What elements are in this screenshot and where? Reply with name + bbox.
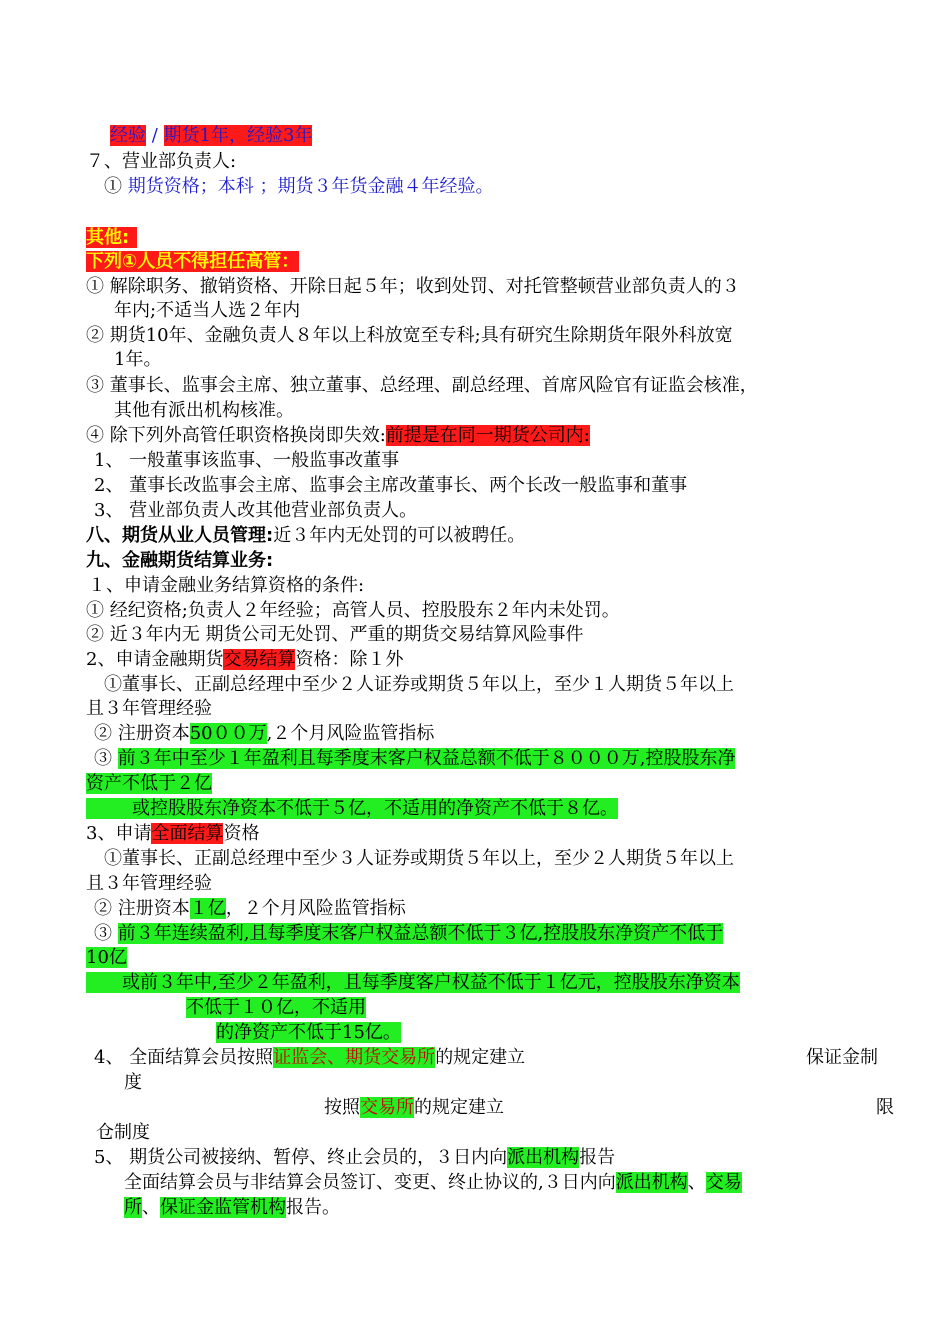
top-line bbox=[110, 124, 312, 148]
subtitle-part-a: 下列①人员不得担任高管 bbox=[86, 251, 282, 272]
cond-5-d: 全面结算会员与非结算会员签订、变更、终止协议的,３日内向 bbox=[124, 1172, 616, 1193]
cond-4-line-4: 仓制度 bbox=[96, 1122, 150, 1143]
other-item-1b: 年内;不适当人选２年内 bbox=[114, 300, 301, 321]
section-7-item bbox=[104, 175, 493, 199]
cond-5-a: 5、 期货公司被接纳、暂停、终止会员的，３日内向 bbox=[94, 1147, 508, 1168]
cond-3-item-3-a: 前３年连续盈利,且每季度末客户权益总额不低于３亿,控股股东净资产不低于 bbox=[117, 923, 724, 944]
cond-5-k: 报告。 bbox=[286, 1197, 340, 1218]
cond-3-item-2-c: ，２个月风险监管指标 bbox=[225, 898, 406, 919]
slash: / bbox=[151, 125, 158, 146]
cond-5-exchange-b: 所 bbox=[124, 1197, 142, 1218]
cond-4-line-1 bbox=[94, 1046, 525, 1070]
cond-2-title-c: 资格：除１外 bbox=[295, 649, 404, 670]
cond-3-item-3-num: ③ bbox=[94, 923, 112, 944]
section-8-text: 近３年内无处罚的可以被聘任。 bbox=[273, 525, 526, 546]
other-subtitle bbox=[86, 250, 299, 274]
cond-2-item-2-a: ② 注册资本 bbox=[94, 723, 190, 744]
section-8 bbox=[86, 524, 525, 548]
cond-3-item-3d bbox=[186, 996, 366, 1020]
cond-3-item-3e bbox=[216, 1021, 401, 1045]
cond-2-item-3-c-wrap bbox=[86, 798, 618, 819]
cond-2-item-3c bbox=[86, 797, 618, 821]
cond-4-margin: 保证金制 bbox=[806, 1047, 878, 1068]
cond-4-line-3 bbox=[324, 1096, 504, 1120]
cond-2-item-3a bbox=[94, 747, 735, 771]
other-item-2b: 1年。 bbox=[114, 349, 162, 370]
cond-2-item-1b: 且３年管理经验 bbox=[86, 698, 212, 719]
subtitle-part-b: ： bbox=[281, 251, 300, 272]
cond-5-exchange-a: 交易 bbox=[705, 1172, 742, 1193]
cond-2-item-3-a: 前３年中至少１年盈利且每季度末客户权益总额不低于８０００万,控股股东净 bbox=[117, 748, 736, 769]
cond-3-item-2 bbox=[94, 897, 406, 921]
cond-2-capital: 50００万 bbox=[189, 723, 267, 744]
item-number: ① bbox=[104, 176, 122, 197]
cond-4-a: 4、 全面结算会员按照 bbox=[94, 1047, 274, 1068]
cond-3-item-1a: ①董事长、正副总经理中至少３人证券或期货５年以上，至少２人期货５年以上 bbox=[104, 848, 734, 869]
cond-4-c: 的规定建立 bbox=[435, 1047, 526, 1068]
cond-3-title-highlight: 全面结算 bbox=[151, 823, 224, 844]
cond-5-line-1 bbox=[94, 1146, 615, 1170]
other-sub-1: 1、 一般董事该监事、一般监事改董事 bbox=[94, 450, 400, 471]
item-4-premise: 前提是在同一期货公司内: bbox=[385, 425, 590, 446]
cond-3-title-a: 3、申请 bbox=[86, 823, 152, 844]
cond-3-title bbox=[86, 822, 259, 846]
cond-5-agency-2: 派出机构 bbox=[615, 1172, 688, 1193]
cond-5-line-2 bbox=[124, 1171, 742, 1195]
item-4-text: ④ 除下列外高管任职资格换岗即失效: bbox=[86, 425, 386, 446]
cond-4-f: 按照 bbox=[324, 1097, 360, 1118]
other-sub-3: 3、 营业部负责人改其他营业部负责人。 bbox=[94, 500, 418, 521]
item-text: 期货资格；本科 ；期货３年货金融４年经验。 bbox=[127, 176, 494, 197]
cond-3-capital: １亿 bbox=[189, 898, 226, 919]
cond-5-line-3 bbox=[124, 1196, 340, 1220]
cond-1-item-2: ② 近３年内无 期货公司无处罚、严重的期货交易结算风险事件 bbox=[86, 624, 584, 645]
cond-2-item-3-num: ③ bbox=[94, 748, 112, 769]
futures-exp: 期货1年，经验3年 bbox=[163, 125, 313, 146]
cond-5-margin-agency: 保证金监管机构 bbox=[160, 1197, 286, 1218]
cond-3-item-3-b: 10亿 bbox=[86, 947, 127, 968]
cond-3-item-3-d: 不低于１０亿，不适用 bbox=[186, 997, 366, 1018]
cond-3-item-3-c-wrap bbox=[86, 972, 740, 993]
cond-3-item-3b bbox=[86, 946, 127, 970]
cond-4-exchange: 交易所 bbox=[360, 1097, 414, 1118]
cond-2-item-3-c: 或控股股东净资本不低于５亿，不适用的净资产不低于８亿。 bbox=[132, 798, 618, 819]
other-item-3b: 其他有派出机构核准。 bbox=[114, 400, 294, 421]
section-7-title: ７、营业部负责人: bbox=[86, 151, 237, 172]
cond-2-title-highlight: 交易结算 bbox=[223, 649, 296, 670]
cond-3-item-3c bbox=[86, 971, 740, 995]
cond-3-title-c: 资格 bbox=[223, 823, 260, 844]
other-item-3a: ③ 董事长、监事会主席、独立董事、总经理、副总经理、首席风险官有证监会核准， bbox=[86, 375, 758, 396]
other-subtitle-text bbox=[86, 251, 299, 272]
cond-5-c: 报告 bbox=[579, 1147, 616, 1168]
other-title-text: 其他: bbox=[86, 227, 137, 248]
cond-5-agency: 派出机构 bbox=[507, 1147, 580, 1168]
cond-1-item-1: ① 经纪资格;负责人２年经验；高管人员、控股股东２年内未处罚。 bbox=[86, 600, 620, 621]
cond-2-title bbox=[86, 648, 403, 672]
exp-label: 经验 bbox=[110, 125, 146, 146]
cond-3-item-3a bbox=[94, 922, 723, 946]
cond-5-i: 、 bbox=[142, 1197, 160, 1218]
section-9-title: 九、金融期货结算业务: bbox=[86, 550, 274, 571]
cond-4-regulators: 证监会、期货交易所 bbox=[273, 1047, 436, 1068]
cond-2-title-a: 2、申请金融期货 bbox=[86, 649, 224, 670]
cond-4-line-2: 度 bbox=[124, 1072, 142, 1093]
other-title bbox=[86, 226, 137, 250]
other-item-1a: ① 解除职务、撤销资格、开除日起５年；收到处罚、对托管整顿营业部负责人的３ bbox=[86, 276, 740, 297]
cond-3-item-3-e: 的净资产不低于15亿。 bbox=[216, 1022, 401, 1043]
cond-2-item-2-c: ,２个月风险监管指标 bbox=[266, 723, 435, 744]
other-item-2a: ② 期货10年、金融负责人８年以上科放宽至专科;具有研究生除期货年限外科放宽 bbox=[86, 325, 733, 346]
cond-4-h: 的规定建立 bbox=[414, 1097, 504, 1118]
section-8-title: 八、期货从业人员管理: bbox=[86, 525, 274, 546]
cond-2-item-3-b: 资产不低于２亿 bbox=[86, 773, 212, 794]
cond-3-item-1b: 且３年管理经验 bbox=[86, 873, 212, 894]
cond-1-title: １、申请金融业务结算资格的条件: bbox=[88, 575, 365, 596]
cond-2-item-3b bbox=[86, 772, 212, 796]
cond-2-item-1a: ①董事长、正副总经理中至少２人证券或期货５年以上，至少１人期货５年以上 bbox=[104, 674, 734, 695]
cond-3-item-3-c: 或前３年中,至少２年盈利，且每季度客户权益不低于１亿元，控股股东净资本 bbox=[122, 972, 740, 993]
cond-4-limit: 限 bbox=[876, 1097, 894, 1118]
cond-3-item-2-a: ② 注册资本 bbox=[94, 898, 190, 919]
cond-2-item-2 bbox=[94, 722, 434, 746]
other-item-4 bbox=[86, 424, 590, 448]
other-sub-2: 2、 董事长改监事会主席、监事会主席改董事长、两个长改一般监事和董事 bbox=[94, 475, 688, 496]
cond-5-f: 、 bbox=[687, 1172, 706, 1193]
